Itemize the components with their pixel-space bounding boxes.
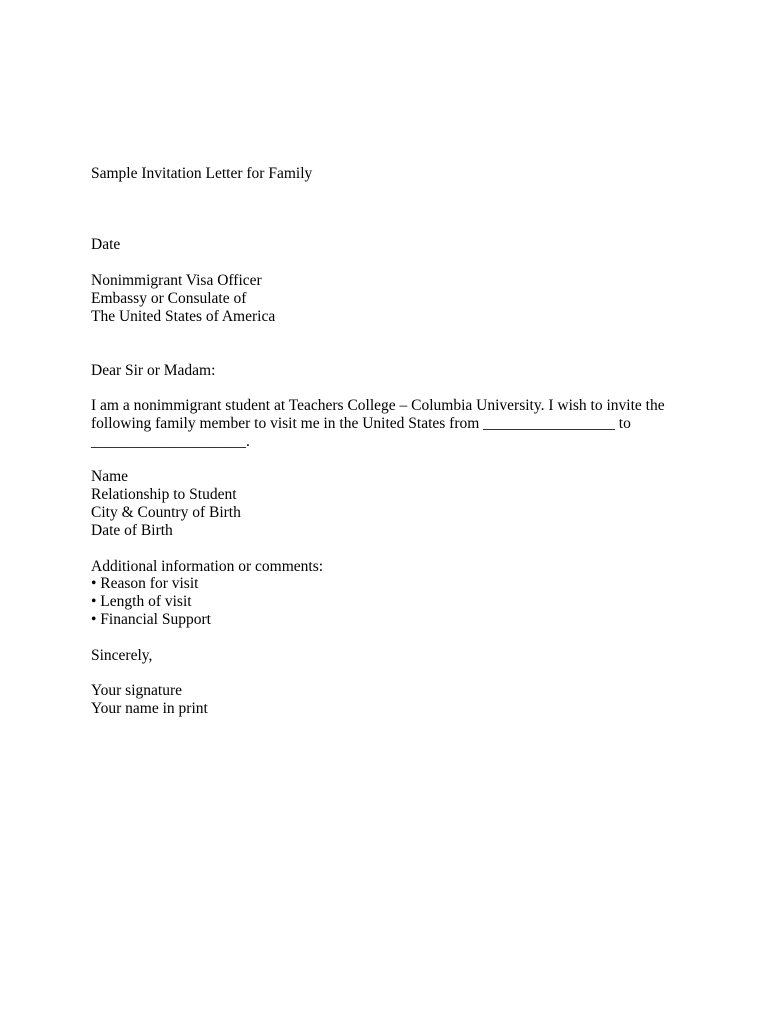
additional-info-heading: Additional information or comments:: [91, 558, 324, 575]
body-line-2: following family member to visit me in the United States from _________________ to: [91, 415, 631, 432]
body-line-1: I am a nonimmigrant student at Teachers College – Columbia University. I wish to invite the: [91, 397, 665, 414]
field-relationship: Relationship to Student: [91, 486, 237, 503]
letter-title: Sample Invitation Letter for Family: [91, 165, 313, 182]
field-date-of-birth: Date of Birth: [91, 522, 173, 539]
recipient-line-1: Nonimmigrant Visa Officer: [91, 272, 262, 289]
body-line-3: ____________________.: [91, 433, 250, 450]
signature-line: Your signature: [91, 682, 182, 699]
closing: Sincerely,: [91, 647, 153, 664]
recipient-line-3: The United States of America: [91, 308, 276, 325]
printed-name-line: Your name in print: [91, 700, 208, 717]
field-name: Name: [91, 468, 129, 485]
date-placeholder: Date: [91, 236, 121, 253]
field-birthplace: City & Country of Birth: [91, 504, 241, 521]
bullet-item: • Financial Support: [91, 611, 211, 628]
salutation: Dear Sir or Madam:: [91, 362, 216, 379]
bullet-item: • Length of visit: [91, 593, 192, 610]
recipient-line-2: Embassy or Consulate of: [91, 290, 247, 307]
bullet-item: • Reason for visit: [91, 575, 199, 592]
